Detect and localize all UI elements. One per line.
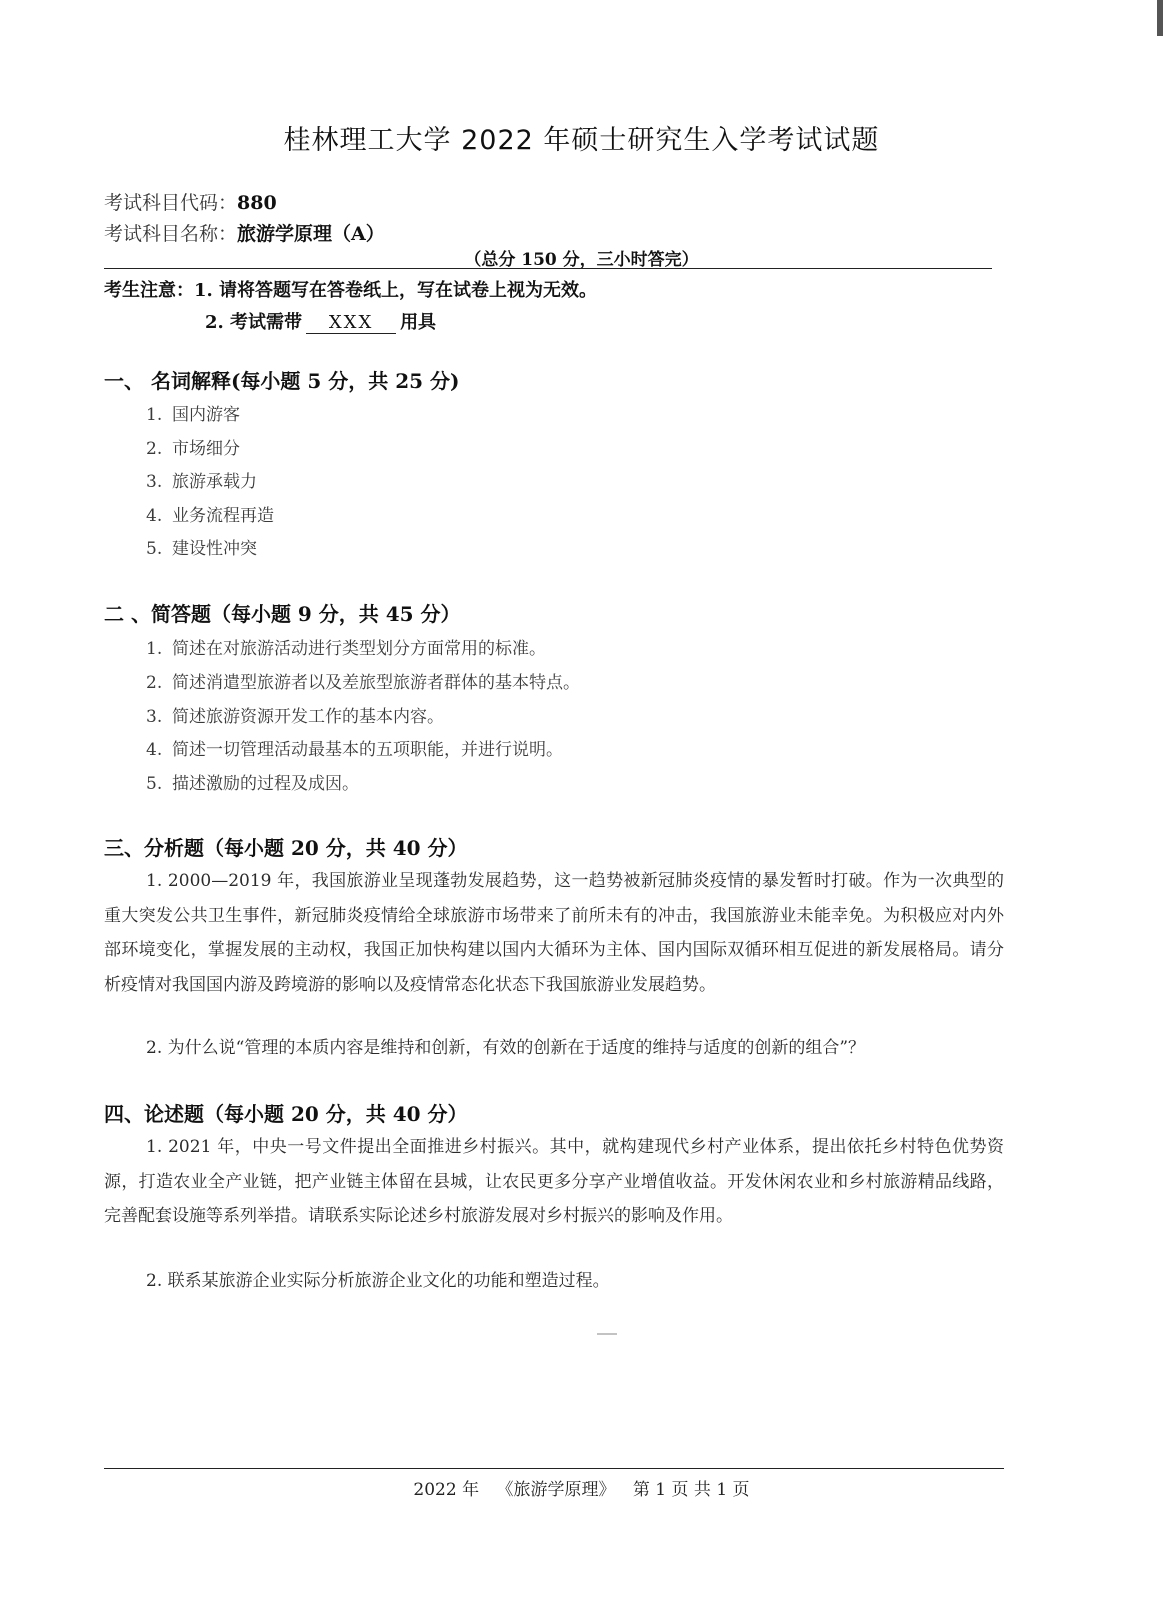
subject-code-value: 880 <box>237 192 277 214</box>
list-item: 2. 市场细分 <box>146 439 240 459</box>
notice-item-2-pre: 2. 考试需带 <box>205 312 303 333</box>
footer-page-number: 第 1 页 共 1 页 <box>632 1480 750 1500</box>
section-3-question-1: 1. 2000—2019 年，我国旅游业呈现蓬勃发展趋势，这一趋势被新冠肺炎疫情的暴发暂时打破。作为一次典型的重大突发公共卫生事件，新冠肺炎疫情给全球旅游市场带来了前所未有的冲击，我国旅游业未能幸免。为积极应对内外部环境变化，掌握发展的主动权，我国正加快构建以国内大循环为主体、国内国际双循环相互促进的新发展格局。请分析疫情对我国国内游及跨境游的影响以及疫情常态化状态下我国旅游业发展趋势。 <box>104 871 1004 995</box>
subject-code-label: 考试科目代码： <box>104 192 238 214</box>
header-divider <box>104 268 992 269</box>
page-footer <box>0 1475 1163 1500</box>
total-score-note: （总分 150 分，三小时答完） <box>464 250 699 270</box>
notice-line-1 <box>104 276 597 302</box>
section-3-title: 三、分析题（每小题 20 分，共 40 分） <box>104 836 468 860</box>
list-item: 1. 国内游客 <box>146 405 240 425</box>
subject-name <box>104 219 385 246</box>
list-item: 5. 建设性冲突 <box>146 539 257 559</box>
section-4-title: 四、论述题（每小题 20 分，共 40 分） <box>104 1102 468 1126</box>
footer-course: 《旅游学原理》 <box>496 1480 616 1500</box>
section-4-question-2: 2. 联系某旅游企业实际分析旅游企业文化的功能和塑造过程。 <box>146 1271 610 1291</box>
section-3-question-2: 2. 为什么说“管理的本质内容是维持和创新，有效的创新在于适度的维持与适度的创新的组合”？ <box>146 1038 866 1058</box>
scan-edge-mark <box>1157 0 1163 36</box>
list-item: 4. 简述一切管理活动最基本的五项职能，并进行说明。 <box>146 740 563 760</box>
notice-item-1: 1. 请将答题写在答卷纸上，写在试卷上视为无效。 <box>194 280 598 301</box>
footer-divider <box>104 1468 1004 1469</box>
exam-title: 桂林理工大学 2022 年硕士研究生入学考试试题 <box>283 125 880 156</box>
subject-name-label: 考试科目名称： <box>104 223 238 245</box>
list-item: 1. 简述在对旅游活动进行类型划分方面常用的标准。 <box>146 639 546 659</box>
list-item: 3. 简述旅游资源开发工作的基本内容。 <box>146 707 444 727</box>
subject-code <box>104 188 277 215</box>
section-1-title: 一、 名词解释(每小题 5 分，共 25 分) <box>104 369 460 393</box>
scan-smudge <box>597 1333 617 1335</box>
notice-label: 考生注意： <box>104 280 194 301</box>
subject-name-value: 旅游学原理（A） <box>237 223 385 245</box>
notice-line-2 <box>205 308 436 334</box>
list-item: 3. 旅游承载力 <box>146 472 257 492</box>
list-item: 4. 业务流程再造 <box>146 506 274 526</box>
section-2-title: 二 、简答题（每小题 9 分，共 45 分） <box>104 602 461 626</box>
list-item: 2. 简述消遣型旅游者以及差旅型旅游者群体的基本特点。 <box>146 673 580 693</box>
list-item: 5. 描述激励的过程及成因。 <box>146 774 359 794</box>
notice-blank: XXX <box>306 312 396 334</box>
footer-year: 2022 年 <box>413 1480 480 1500</box>
notice-item-2-post: 用具 <box>400 312 437 333</box>
section-4-question-1: 1. 2021 年，中央一号文件提出全面推进乡村振兴。其中，就构建现代乡村产业体系，提出依托乡村特色优势资源，打造农业全产业链，把产业链主体留在县城，让农民更多分享产业增值收益。开发休闲农业和乡村旅游精品线路，完善配套设施等系列举措。请联系实际论述乡村旅游发展对乡村振兴的影响及作用。 <box>104 1137 1004 1226</box>
